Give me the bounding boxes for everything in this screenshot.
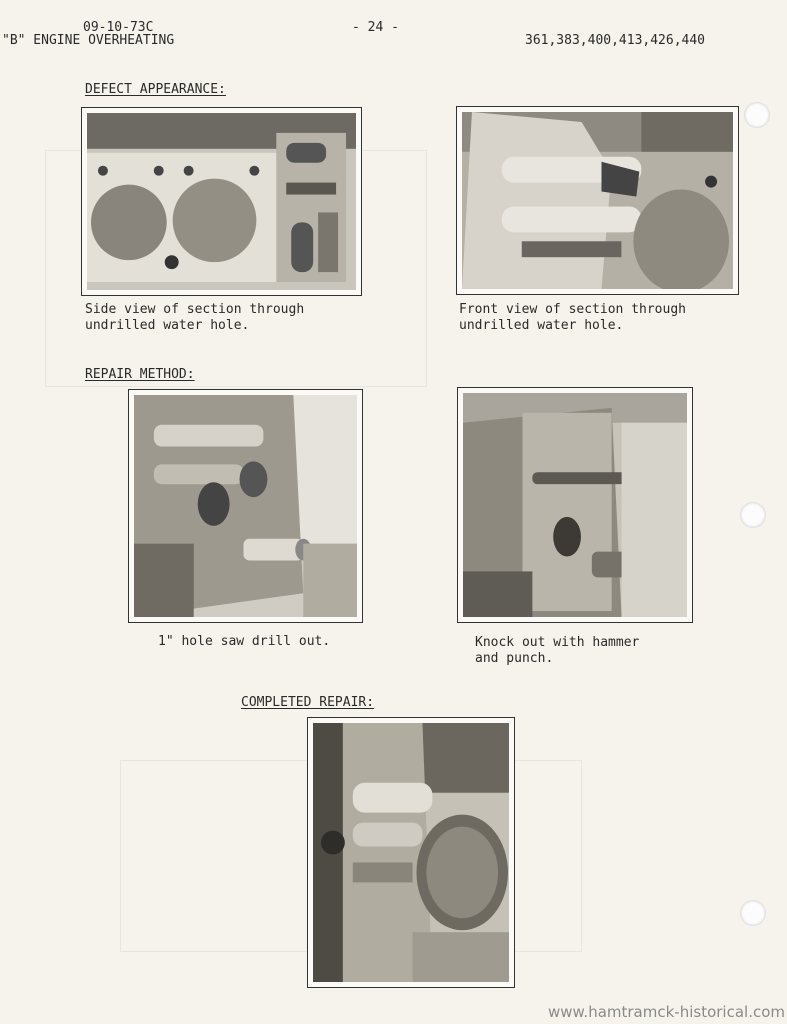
- site-watermark: www.hamtramck-historical.com: [548, 1003, 785, 1021]
- section-heading-defect: DEFECT APPEARANCE:: [85, 82, 226, 97]
- caption-side-view-line-2: undrilled water hole.: [85, 318, 250, 333]
- engine-list: 361,383,400,413,426,440: [525, 33, 706, 48]
- caption-drill-out: 1" hole saw drill out.: [158, 634, 331, 649]
- binder-hole: [740, 900, 766, 926]
- caption-front-view-line-1: Front view of section through: [459, 302, 686, 317]
- document-code: 09-10-73C: [83, 20, 154, 35]
- photo-drill-out: [128, 389, 363, 623]
- binder-hole: [740, 502, 766, 528]
- section-heading-repair: REPAIR METHOD:: [85, 367, 195, 382]
- page-number: - 24 -: [352, 20, 399, 35]
- document-title: "B" ENGINE OVERHEATING: [2, 33, 175, 48]
- caption-knock-out-line-2: and punch.: [475, 651, 554, 666]
- photo-side-view: [81, 107, 362, 296]
- caption-side-view-line-1: Side view of section through: [85, 302, 305, 317]
- section-heading-completed: COMPLETED REPAIR:: [241, 695, 375, 710]
- photo-knock-out: [457, 387, 693, 623]
- photo-completed-repair: [307, 717, 515, 988]
- photo-front-view: [456, 106, 739, 295]
- binder-hole: [744, 102, 770, 128]
- caption-front-view-line-2: undrilled water hole.: [459, 318, 624, 333]
- caption-knock-out-line-1: Knock out with hammer: [475, 635, 640, 650]
